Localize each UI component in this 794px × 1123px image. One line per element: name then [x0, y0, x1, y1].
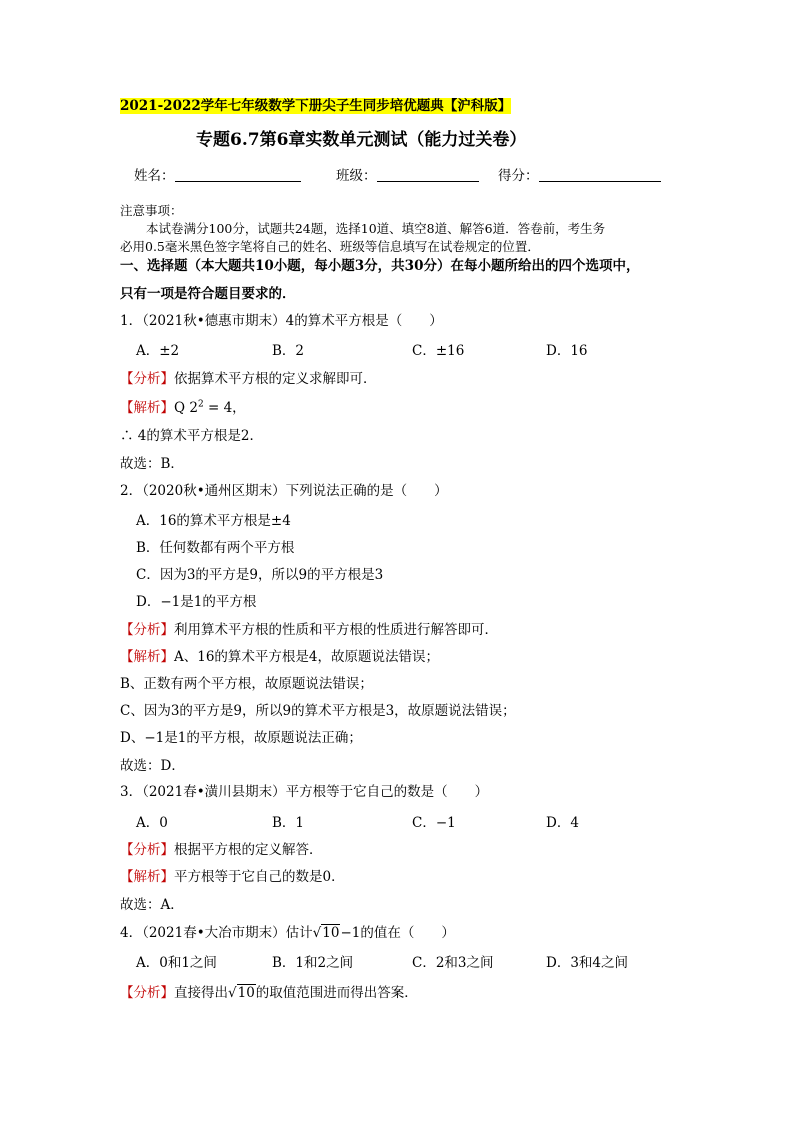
q3-solution-1 [120, 867, 345, 887]
analysis-text: 利用算术平方根的性质和平方根的性质进行解答即可． [174, 622, 498, 638]
q2-solution-4: D、−1是1的平方根，故原题说法正确； [120, 730, 362, 746]
q2-option-d: D．−1是1的平方根 [136, 594, 257, 610]
q3-option-b: B．1 [272, 815, 305, 831]
q3-option-a: A．0 [136, 815, 168, 831]
q4-option-b: B．1和2之间 [272, 955, 354, 971]
class-field[interactable] [377, 167, 479, 182]
name-field[interactable] [175, 167, 301, 182]
q3-answer: 故选：A． [120, 897, 184, 913]
superscript: 2 [197, 399, 204, 410]
stem-text: −1的值在（ ） [340, 925, 455, 941]
student-info-row [134, 166, 301, 186]
q2-solution-1 [120, 647, 439, 667]
q3-analysis [120, 840, 323, 860]
stem-text: 4．（2021春•大冶市期末）估计 [120, 925, 313, 941]
score-label: 得分： [498, 168, 539, 184]
solution-text: Q 2 [174, 400, 198, 416]
q2-analysis [120, 620, 498, 640]
page-title: 专题6.7第6章实数单元测试（能力过关卷） [196, 130, 527, 150]
q2-solution-2: B、正数有两个平方根，故原题说法错误； [120, 676, 373, 692]
solution-text: 平方根等于它自己的数是0． [174, 869, 345, 885]
analysis-text: 依据算术平方根的定义求解即可． [174, 371, 377, 387]
solution-tag: 【解析】 [120, 649, 174, 665]
q1-analysis [120, 369, 377, 389]
analysis-tag: 【分析】 [120, 371, 174, 387]
q2-option-c: C．因为3的平方是9，所以9的平方根是3 [136, 567, 384, 583]
analysis-text: 根据平方根的定义解答． [174, 842, 323, 858]
q1-solution-1 [120, 398, 246, 418]
q1-option-c: C．±16 [412, 343, 465, 359]
q2-answer: 故选：D． [120, 758, 185, 774]
q4-analysis [120, 983, 418, 1003]
solution-tag: 【解析】 [120, 400, 174, 416]
series-rest: 学年七年级数学下册尖子生同步培优题典【沪科版】 [200, 98, 512, 114]
solution-text: = 4， [203, 400, 246, 416]
radicand: 10 [237, 985, 255, 1001]
q1-option-b: B．2 [272, 343, 305, 359]
series-header [120, 96, 511, 116]
q4-option-c: C．2和3之间 [412, 955, 494, 971]
q4-option-d: D．3和4之间 [546, 955, 629, 971]
q1-option-a: A．±2 [136, 343, 180, 359]
section-heading-1: 一、选择题（本大题共10小题，每小题3分，共30分）在每小题所给出的四个选项中， [120, 258, 640, 274]
q2-option-b: B．任何数都有两个平方根 [136, 540, 295, 556]
radicand: 10 [322, 925, 340, 941]
notes-line-2: 必用0.5毫米黑色签字笔将自己的姓名、班级等信息填写在试卷规定的位置． [120, 239, 540, 254]
analysis-tag: 【分析】 [120, 985, 174, 1001]
solution-text: A、16的算术平方根是4，故原题说法错误； [174, 649, 440, 665]
analysis-text: 直接得出 [174, 985, 228, 1001]
q2-option-a: A．16的算术平方根是±4 [136, 513, 291, 529]
analysis-text: 的取值范围进而得出答案． [255, 985, 418, 1001]
analysis-tag: 【分析】 [120, 842, 174, 858]
class-row [336, 166, 479, 186]
name-label: 姓名： [134, 168, 175, 184]
q4-stem [120, 923, 455, 943]
q2-stem: 2．（2020秋•通州区期末）下列说法正确的是（ ） [120, 483, 448, 499]
q1-solution-2: ∴ 4的算术平方根是2． [120, 428, 263, 444]
q3-option-c: C．−1 [412, 815, 456, 831]
q1-answer: 故选：B． [120, 456, 184, 472]
notes-line-1: 本试卷满分100分，试题共24题，选择10道、填空8道、解答6道．答卷前，考生务 [146, 221, 606, 236]
sqrt-expression: √10 [228, 985, 255, 1001]
class-label: 班级： [336, 168, 377, 184]
score-row [498, 166, 661, 186]
score-field[interactable] [539, 167, 661, 182]
sqrt-expression: √10 [312, 925, 340, 941]
section-heading-2: 只有一项是符合题目要求的． [120, 286, 296, 302]
q3-stem: 3．（2021春•潢川县期末）平方根等于它自己的数是（ ） [120, 784, 489, 800]
q1-stem: 1．（2021秋•德惠市期末）4的算术平方根是（ ） [120, 313, 443, 329]
notes-heading: 注意事项： [120, 203, 183, 218]
analysis-tag: 【分析】 [120, 622, 174, 638]
q1-option-d: D．16 [546, 343, 588, 359]
solution-tag: 【解析】 [120, 869, 174, 885]
series-year: 2021-2022 [120, 98, 201, 114]
q2-solution-3: C、因为3的平方是9，所以9的算术平方根是3，故原题说法错误； [120, 703, 516, 719]
q4-option-a: A．0和1之间 [136, 955, 217, 971]
q3-option-d: D．4 [546, 815, 579, 831]
